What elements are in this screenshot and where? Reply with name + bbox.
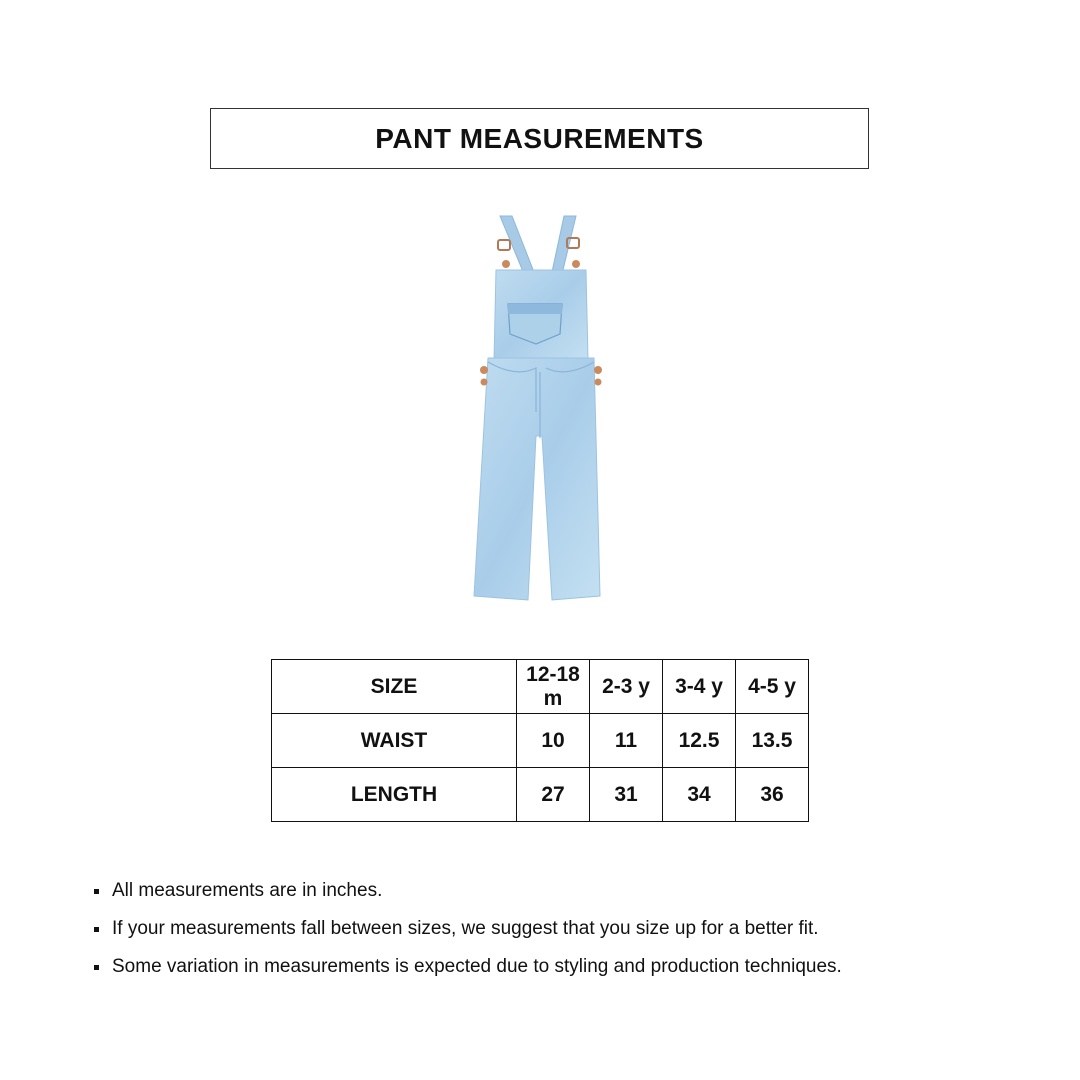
table-cell: 12.5 xyxy=(663,714,736,768)
header-cell: SIZE xyxy=(272,660,517,714)
header-cell: 2-3 y xyxy=(590,660,663,714)
table-cell: 11 xyxy=(590,714,663,768)
list-item: If your measurements fall between sizes, we suggest that you size up for a better fit. xyxy=(94,910,842,948)
header-cell: 12-18 m xyxy=(517,660,590,714)
size-table xyxy=(271,659,809,822)
table-cell: 31 xyxy=(590,768,663,822)
header-cell: 3-4 y xyxy=(663,660,736,714)
table-cell: 10 xyxy=(517,714,590,768)
row-label: WAIST xyxy=(272,714,517,768)
list-item: Some variation in measurements is expected due to styling and production techniques. xyxy=(94,948,842,986)
header-cell: 4-5 y xyxy=(736,660,809,714)
list-item: All measurements are in inches. xyxy=(94,872,842,910)
notes-list xyxy=(94,872,842,986)
row-label: LENGTH xyxy=(272,768,517,822)
table-row xyxy=(272,768,809,822)
table-cell: 36 xyxy=(736,768,809,822)
table-row xyxy=(272,660,809,714)
table-cell: 13.5 xyxy=(736,714,809,768)
page-title: PANT MEASUREMENTS xyxy=(375,122,704,154)
table-row xyxy=(272,714,809,768)
table-cell: 34 xyxy=(663,768,736,822)
title-box xyxy=(210,108,869,169)
denim-overalls-illustration xyxy=(466,212,616,604)
table-cell: 27 xyxy=(517,768,590,822)
